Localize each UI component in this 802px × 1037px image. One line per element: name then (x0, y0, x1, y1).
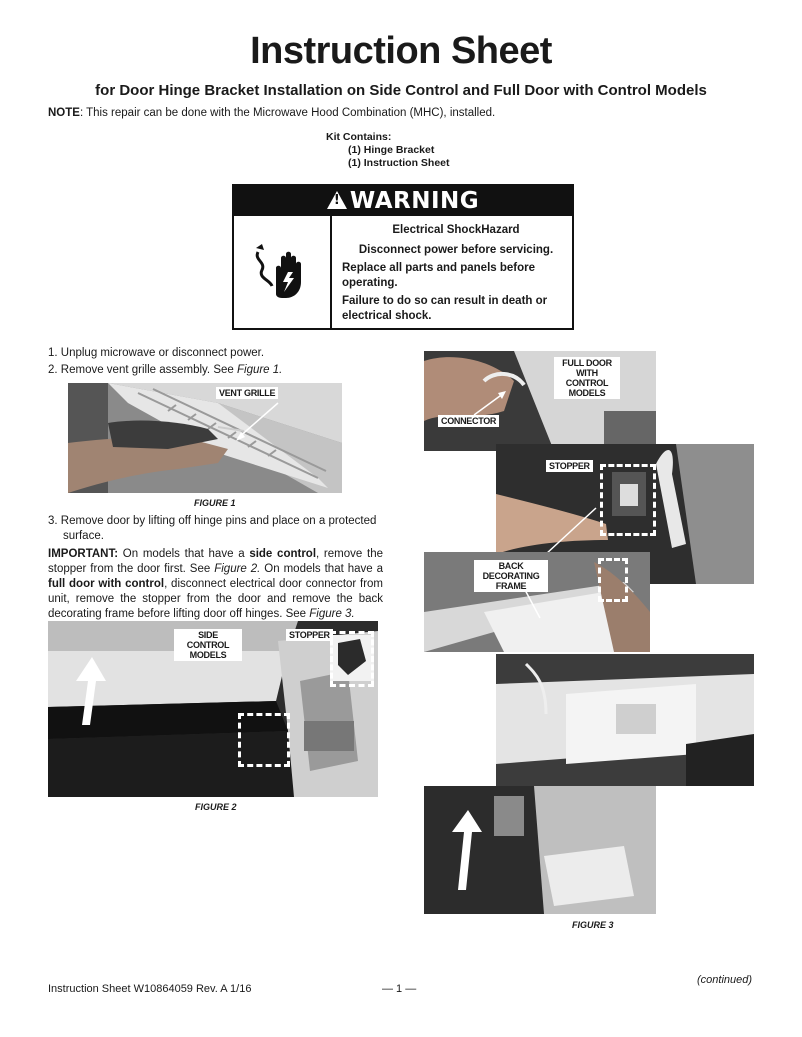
step-3-text: 3. Remove door by lifting off hinge pins and place on a protected (48, 515, 377, 527)
stopper-highlight-box (330, 631, 374, 687)
warning-line: Replace all parts and panels before operating. (342, 262, 536, 289)
important-text: , disconnect electrical door connector from unit, remove the stopper from the door and remove the back decorating frame before lifting door off hinges. See (48, 578, 384, 620)
footer-doc-id: Instruction Sheet W10864059 Rev. A 1/16 (48, 983, 252, 995)
figure-1-caption: FIGURE 1 (194, 498, 236, 508)
figure-3-photo-connector (424, 351, 656, 451)
warning-line: Disconnect power before servicing. (358, 244, 554, 256)
figure-3-photo-hinge (424, 786, 656, 914)
warning-line: Failure to do so can result in death or electrical shock. (342, 295, 548, 322)
steps-1-2 (48, 345, 282, 379)
page-title: Instruction Sheet (250, 30, 552, 72)
warning-triangle-icon (327, 191, 347, 209)
vent-grille-photo (68, 383, 342, 493)
note-label: NOTE (48, 107, 80, 119)
page-subtitle: for Door Hinge Bracket Installation on Side Control and Full Door with Control Models (95, 82, 707, 99)
step-3 (48, 514, 383, 544)
label-stopper-fig3: STOPPER (546, 460, 593, 472)
note (48, 107, 495, 119)
label-stopper: STOPPER (286, 629, 333, 641)
important-paragraph (48, 547, 383, 622)
hinge-lift-photo (424, 786, 656, 914)
figure-3-photo-frame (424, 552, 650, 652)
figure-2-photo (48, 621, 378, 797)
figure-2-caption: FIGURE 2 (195, 802, 237, 812)
warning-hazard: Electrical ShockHazard (392, 224, 520, 236)
stopper-highlight-box (600, 464, 656, 536)
footer-continued: (continued) (697, 974, 753, 986)
frame-highlight-box (598, 558, 628, 602)
warning-box (232, 184, 574, 330)
hinge-highlight-box (238, 713, 290, 767)
important-text: , remove the stopper from the door first. See (48, 548, 383, 575)
important-label: IMPORTANT: (48, 548, 119, 560)
step-2-text: 2. Remove vent grille assembly. See (48, 364, 237, 376)
figure-3-caption: FIGURE 3 (572, 920, 614, 930)
warning-text (342, 223, 570, 327)
label-full-door: FULL DOOR WITH CONTROL MODELS (554, 357, 620, 399)
label-connector: CONNECTOR (438, 415, 499, 427)
important-text: On models that have a (118, 548, 250, 560)
connector-photo (424, 351, 656, 451)
step-2 (48, 362, 282, 379)
step-3-text-cont: surface. (63, 530, 104, 542)
figure-ref: Figure 3. (309, 608, 355, 620)
step-1: 1. Unplug microwave or disconnect power. (48, 347, 265, 359)
warning-header (234, 186, 572, 216)
warning-divider (330, 216, 332, 328)
unit-photo (496, 654, 754, 786)
electrical-shock-hand-icon (252, 238, 312, 304)
kit-item: (1) Instruction Sheet (348, 157, 450, 169)
kit-heading: Kit Contains: (326, 131, 392, 143)
figure-ref: Figure 1. (236, 364, 283, 376)
kit-contents (326, 131, 450, 170)
important-text: On models that have a (260, 563, 384, 575)
warning-heading: WARNING (349, 188, 480, 214)
figure-ref: Figure 2. (214, 563, 261, 575)
kit-item: (1) Hinge Bracket (348, 144, 435, 156)
label-side-control: SIDE CONTROL MODELS (174, 629, 242, 661)
important-bold: full door with control (48, 578, 165, 590)
label-vent-grille: VENT GRILLE (216, 387, 278, 399)
note-text: : This repair can be done with the Microwave Hood Combination (MHC), installed. (79, 107, 496, 119)
footer-page-number: — 1 — (382, 983, 417, 995)
figure-1-photo (68, 383, 342, 493)
important-bold: side control (249, 548, 317, 560)
label-back-frame: BACK DECORATING FRAME (474, 560, 548, 592)
figure-3-photo-unit (496, 654, 754, 786)
